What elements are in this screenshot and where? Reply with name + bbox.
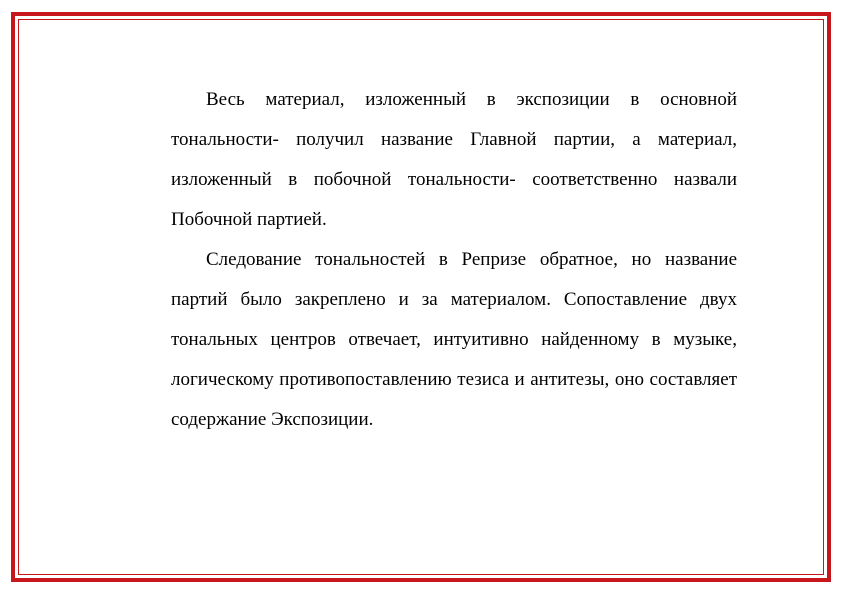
text-block [171, 80, 737, 440]
paragraph-main-theme: Весь материал, изложенный в экспозиции в основной тональности- получил название Главной партии, а материал, изложенный в побочной тональности- соответственно назвали Побочной партией. [171, 89, 737, 230]
paragraph-recapitulation: Следование тональностей в Репризе обратное, но название партий было закреплено и за материалом. Сопоставление двух тональных центров отвечает, интуитивно найденному в музыке, логическому противопоставлению тезиса и антитезы, оно составляет содержание Экспозиции. [171, 249, 737, 430]
